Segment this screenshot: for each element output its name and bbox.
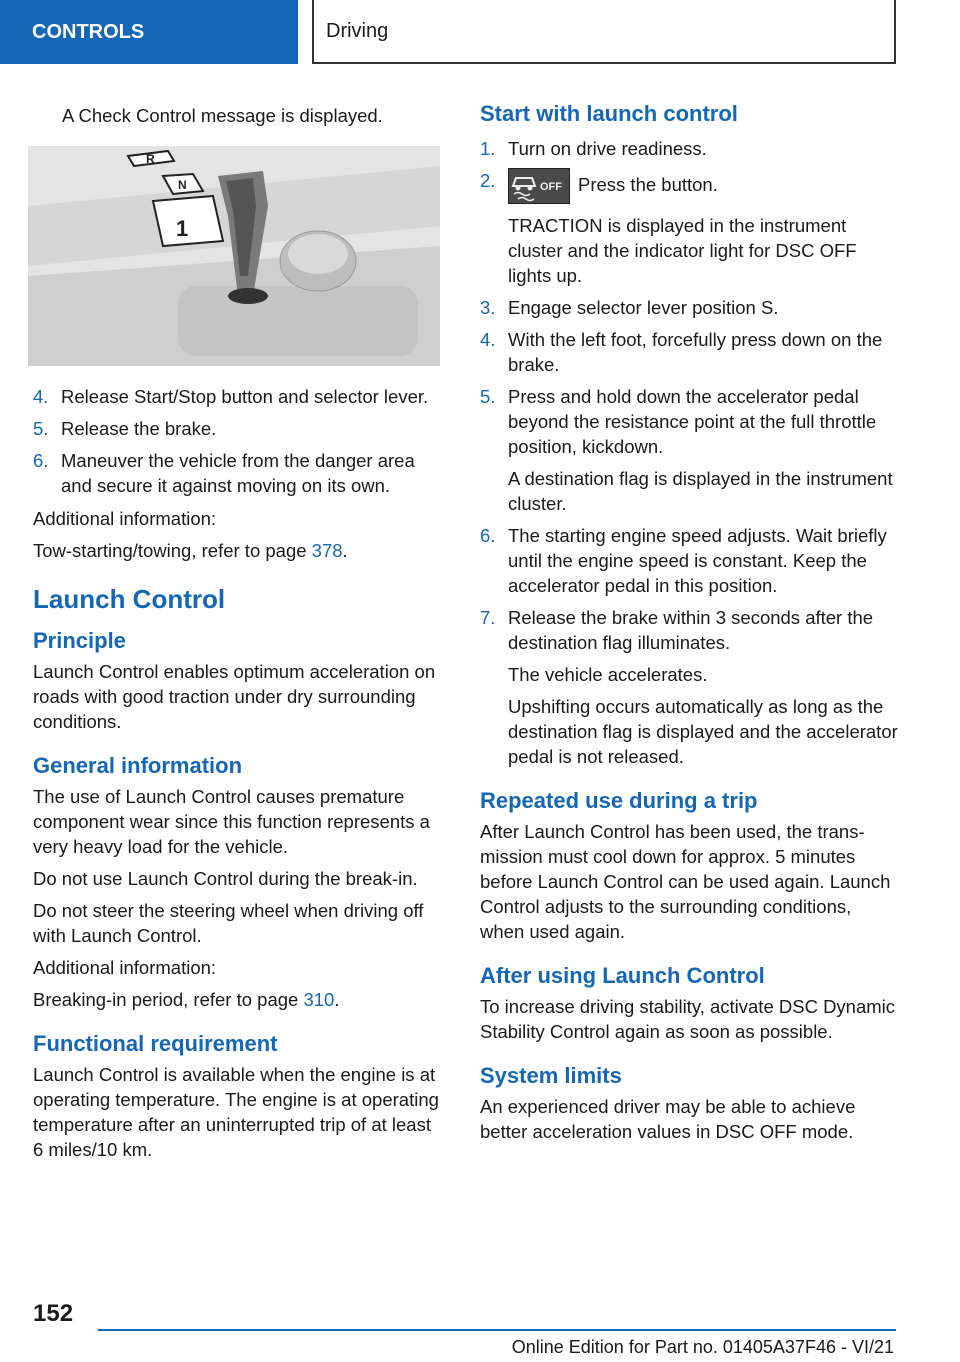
launch-steps	[480, 136, 900, 769]
button-icon-label: OFF	[540, 181, 562, 193]
general-text-2: Do not use Launch Control during the break-in.	[33, 868, 418, 889]
step-text: With the left foot, forcefully press down on the brake.	[508, 329, 883, 375]
list-item	[480, 605, 900, 769]
step-subtext: A destination flag is displayed in the instrument cluster.	[508, 468, 893, 514]
recovery-steps	[33, 384, 445, 498]
functional-text: Launch Control is available when the engine is at operating temperature. The engine is at operating temperature after an uninterrupted trip of at least 6 miles/10 km.	[33, 1064, 439, 1160]
list-item	[480, 168, 900, 288]
heading-principle: Principle	[33, 628, 126, 653]
step-text: The starting engine speed adjusts. Wait briefly until the engine speed is constant. Keep the accelerator pedal in this position.	[508, 525, 887, 596]
heading-start-launch-control: Start with launch control	[480, 101, 738, 126]
limits-text: An experienced driver may be able to achieve better acceleration values in DSC OFF mode.	[480, 1096, 856, 1142]
step-text: Engage selector lever position S.	[508, 297, 779, 318]
section-tab	[0, 0, 298, 64]
step-subtext: The vehicle accelerates.	[508, 664, 708, 685]
figure-label-1: 1	[176, 216, 189, 241]
page-link-310[interactable]: 310	[303, 989, 335, 1010]
cross-reference-text: Tow-starting/towing, refer to page	[33, 540, 312, 561]
step-number: 3.	[480, 297, 496, 318]
general-text-3: Do not steer the steering wheel when driving off with Launch Control.	[33, 900, 424, 946]
list-item	[33, 448, 445, 498]
heading-after-using: After using Launch Control	[480, 963, 765, 988]
heading-system-limits: System limits	[480, 1063, 622, 1088]
footer-divider	[98, 1329, 896, 1331]
step-text: Release the brake within 3 seconds after the destination flag illuminates.	[508, 607, 874, 653]
right-column	[480, 100, 900, 1151]
step-number: 2.	[480, 170, 496, 191]
heading-launch-control: Launch Control	[33, 584, 226, 614]
step-text: Release Start/Stop button and selector lever.	[61, 386, 429, 407]
section-title: CONTROLS	[32, 20, 145, 43]
list-item	[480, 136, 900, 161]
step-text: Turn on drive readiness.	[508, 138, 707, 159]
step-subtext: TRACTION is displayed in the instrument cluster and the indicator light for DSC OFF lights up.	[508, 215, 857, 286]
step-number: 6.	[33, 450, 49, 471]
edition-text: Online Edition for Part no. 01405A37F46 - VI/21	[511, 1337, 894, 1357]
step-number: 1.	[480, 138, 496, 159]
cross-reference-text: Breaking-in period, refer to page	[33, 989, 304, 1010]
page-number: 152	[33, 1300, 74, 1327]
dsc-off-button-icon	[508, 168, 570, 204]
selector-lever-figure	[28, 146, 440, 366]
after-text: To increase driving stability, activate DSC Dynamic Stability Control again as soon as possible.	[480, 996, 896, 1042]
chapter-title: Driving	[326, 19, 389, 42]
page-link-378[interactable]: 378	[311, 540, 343, 561]
additional-info-label: Additional information:	[33, 957, 217, 978]
list-item	[480, 295, 900, 320]
left-column	[33, 100, 445, 1169]
step-text: Press the button.	[578, 173, 718, 195]
step-number: 5.	[33, 418, 49, 439]
list-item	[480, 327, 900, 377]
step-text: Maneuver the vehicle from the danger area and secure it against moving on its own.	[61, 450, 415, 496]
list-item	[480, 384, 900, 516]
heading-general-information: General information	[33, 753, 243, 778]
principle-text: Launch Control enables optimum acceleration on roads with good traction under dry surrounding conditions.	[33, 661, 436, 732]
step-number: 4.	[480, 329, 496, 350]
step-subtext: Upshifting occurs automatically as long as the destination flag is displayed and the accelerator pedal is not released.	[508, 696, 898, 767]
heading-functional-requirement: Functional requirement	[33, 1031, 278, 1056]
chapter-header	[312, 0, 896, 64]
list-item	[480, 523, 900, 598]
step-number: 5.	[480, 386, 496, 407]
repeated-text: After Launch Control has been used, the transmission must cool down for approx. 5 minutes before Launch Control can be used again. Launch Control adjusts to the surrounding conditions, when used again.	[480, 821, 891, 942]
heading-repeated-use: Repeated use during a trip	[480, 788, 758, 813]
intro-text: A Check Control message is displayed.	[62, 105, 383, 126]
additional-info-label: Additional information:	[33, 508, 217, 529]
list-item	[33, 384, 445, 409]
cross-reference: Breaking-in period, refer to page 310.	[33, 989, 340, 1010]
step-text: Release the brake.	[61, 418, 217, 439]
figure-label-n: N	[178, 178, 187, 192]
step-text: Press and hold down the accelerator pedal beyond the resistance point at the full throttle position, kickdown.	[508, 386, 877, 457]
cross-reference: Tow-starting/towing, refer to page 378.	[33, 540, 348, 561]
general-text-1: The use of Launch Control causes premature component wear since this function represents a very heavy load for the vehicle.	[33, 786, 430, 857]
figure-label-r: R	[146, 152, 155, 166]
step-number: 6.	[480, 525, 496, 546]
list-item	[33, 416, 445, 441]
step-number: 4.	[33, 386, 49, 407]
step-number: 7.	[480, 607, 496, 628]
